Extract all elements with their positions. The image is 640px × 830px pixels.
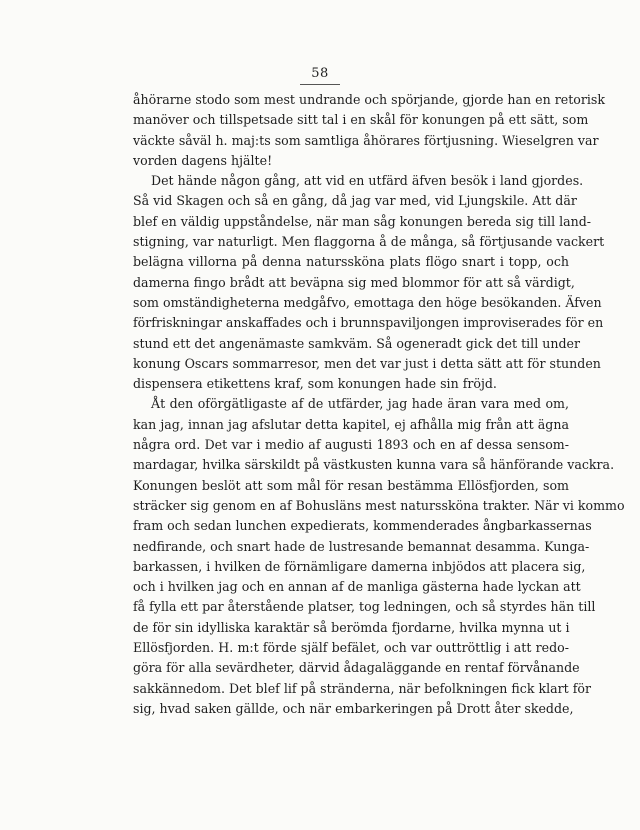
text-line: mardagar, hvilka särskildt på västkusten kunna vara så hänförande vackra. — [133, 457, 615, 473]
text-line: blef en väldig uppståndelse, när man såg konungen bereda sig till land- — [133, 213, 592, 229]
text-line: Det hände någon gång, att vid en utfärd äfven besök i land gjordes. — [151, 173, 584, 189]
page-number-rule — [300, 84, 340, 85]
text-line: som omständigheterna medgåfvo, emottaga den höge besökanden. Äfven — [133, 294, 602, 310]
text-line: de för sin idylliska karaktär så berömda fjordarne, hvilka mynna ut i — [133, 619, 570, 635]
body-text — [133, 90, 625, 719]
text-line: Så vid Skagen och så en gång, då jag var med, vid Ljungskile. Att där — [133, 193, 577, 209]
text-line: belägna villorna på denna naturssköna plats flögo snart i topp, och — [133, 254, 569, 270]
text-line: sig, hvad saken gällde, och när embarkeringen på Drott åter skedde, — [133, 700, 574, 716]
text-line: sakkännedom. Det blef lif på stränderna, när befolkningen fick klart för — [133, 680, 591, 696]
page-number: 58 — [311, 66, 329, 81]
text-line: och i hvilken jag och en annan af de manliga gästerna hade lyckan att — [133, 579, 581, 595]
text-line: nedfirande, och snart hade de lustresande bemannat desamma. Kunga- — [133, 538, 590, 554]
text-line: förfriskningar anskaffades och i brunnspaviljongen improviserades för en — [133, 315, 604, 331]
text-line: väckte såväl h. maj:ts som samtliga åhörares förtjusning. Wieselgren var — [133, 132, 599, 148]
text-line: några ord. Det var i medio af augusti 1893 och en af dessa sensom- — [133, 437, 569, 453]
text-line: dispensera etikettens kraf, som konungen hade sin fröjd. — [133, 376, 497, 392]
text-line: Ellösfjorden. H. m:t förde själf befälet, och var outtröttlig i att redo- — [133, 640, 569, 656]
text-line: Konungen beslöt att som mål för resan bestämma Ellösfjorden, som — [133, 477, 569, 493]
text-line: manöver och tillspetsade sitt tal i en skål för konungen på ett sätt, som — [133, 112, 589, 128]
text-line: damerna fingo brådt att beväpna sig med blommor för att så värdigt, — [133, 274, 575, 290]
text-line: göra för alla sevärdheter, därvid ådagaläggande en rentaf förvånande — [133, 660, 580, 676]
text-line: vorden dagens hjälte! — [133, 152, 273, 168]
text-line: fram och sedan lunchen expedierats, kommenderades ångbarkassernas — [133, 518, 592, 534]
text-line: stigning, var naturligt. Men flaggorna å de många, så förtjusande vackert — [133, 234, 605, 250]
text-line: kan jag, innan jag afslutar detta kapitel, ej afhålla mig från att ägna — [133, 416, 569, 432]
text-line: få fylla ett par återstående platser, tog ledningen, och så styrdes hän till — [133, 599, 596, 615]
text-line: konung Oscars sommarresor, men det var just i detta sätt att för stunden — [133, 355, 601, 371]
text-line: åhörarne stodo som mest undrande och spörjande, gjorde han en retorisk — [133, 92, 605, 107]
text-line: Åt den oförgätligaste af de utfärder, jag hade äran vara med om, — [151, 396, 569, 412]
text-line: sträcker sig genom en af Bohusläns mest naturssköna trakter. När vi kommo — [133, 497, 625, 513]
text-line: barkassen, i hvilken de förnämligare damerna inbjödos att placera sig, — [133, 558, 586, 574]
text-line: stund ett det angenämaste samkväm. Så ogeneradt gick det till under — [133, 335, 580, 351]
